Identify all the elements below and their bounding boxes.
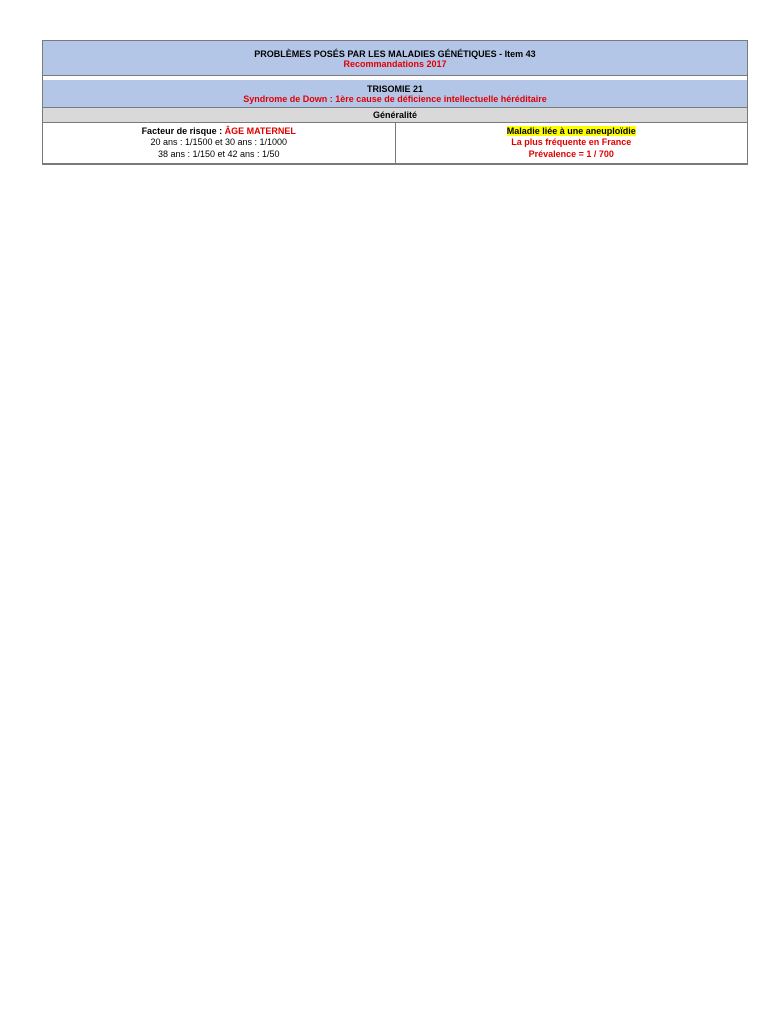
topic-title: TRISOMIE 21 <box>366 84 423 94</box>
topic-block <box>43 80 747 108</box>
topic-subtitle: Syndrome de Down : 1ère cause de déficience intellectuelle héréditaire <box>243 94 547 104</box>
generalite-right <box>395 123 748 163</box>
generalite-left <box>43 123 395 163</box>
generalite-row <box>43 123 747 164</box>
frequency-line: La plus fréquente en France <box>511 137 632 148</box>
aneuploidy-line: Maladie liée à une aneuploïdie <box>506 126 636 136</box>
risk-line-2: 38 ans : 1/150 et 42 ans : 1/50 <box>157 148 280 159</box>
page-subtitle: Recommandations 2017 <box>343 59 447 69</box>
section-generalite: Généralité <box>43 108 747 123</box>
prevalence-line: Prévalence = 1 / 700 <box>528 148 614 159</box>
sheet <box>42 40 748 165</box>
risk-line-1: 20 ans : 1/1500 et 30 ans : 1/1000 <box>150 137 288 148</box>
risk-factor-line <box>45 126 393 137</box>
risk-factor-label: Facteur de risque : <box>141 126 225 136</box>
risk-factor-value: ÂGE MATERNEL <box>224 126 296 136</box>
title-block <box>43 41 747 76</box>
page-title: PROBLÈMES POSÉS PAR LES MALADIES GÉNÉTIQUES - Item 43 <box>254 49 536 59</box>
